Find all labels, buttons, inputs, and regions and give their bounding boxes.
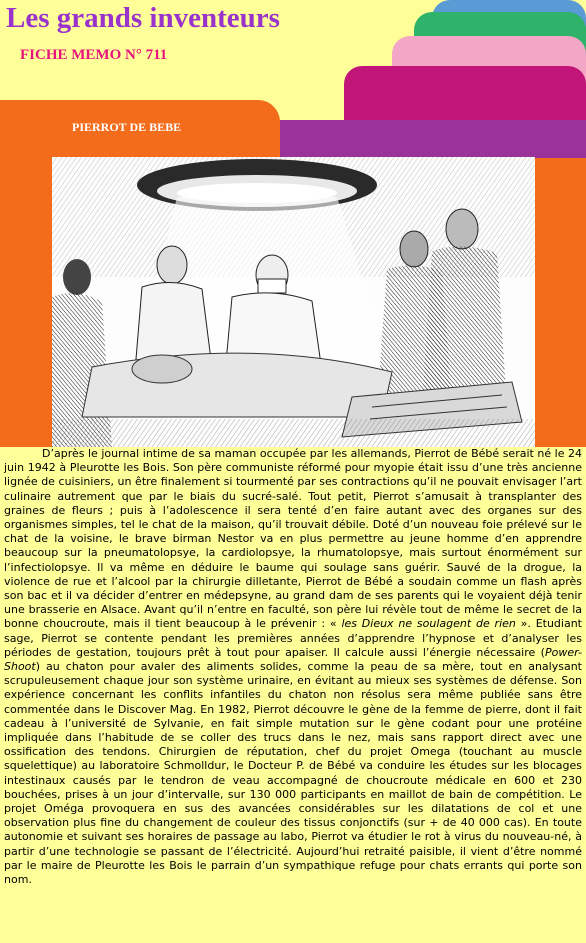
decor-band-purple	[270, 120, 586, 160]
memo-number: FICHE MEMO N° 711	[20, 47, 168, 63]
decor-tab-magenta	[344, 66, 586, 126]
surgery-engraving-image	[52, 157, 535, 447]
inventor-name: PIERROT DE BEBE	[72, 120, 182, 134]
article-part-1: D’après le journal intime de sa maman occupée par les allemands, Pierrot de Bébé serait né le 24 juin 1942 à Pleurotte les Bois. Son père communiste réformé pour myopie était issu d’une très ancienne lignée de cuisiniers, un être finalement si tourmenté par ses contractions qu’il ne pouvait envisager l’art culinaire autrement que par le biais du sucré-salé. Tout petit, Pierrot s’amusait à transplanter des graines de fleurs ; puis à l’adolescence il sera tenté d’en faire autant avec des organes sur des organismes simples, tel le chat de la maison, qu’il trouvait débile. Doté d’un nouveau foie prélevé sur le chat de la voisine, le brave birman Nestor va en plus permettre au jeune homme d’en apprendre beaucoup sur la pneumatolopsye, la cardiolopsye, la rhumatolopsye, mais surtout énormément sur l’infectiolopsye. Il va même en déduire le baume qui soulage sans guérir. Sauvé de la drogue, la violence de rue et l’alcool par la chirurgie dilletante, Pierrot de Bébé a soudain comme un flash après son bac et il va décider d’entrer en médepsyne, au grand dam de ses parents qui le voyaient déjà tenir une brasserie en Alsace. Avant qu’il n’entre en faculté, son père lui révèle tout de même le secret de la bonne choucroute, mais il tient beaucoup à le prévenir : «	[4, 447, 582, 631]
article-term: Power-Shoot	[4, 645, 582, 674]
article-part-3: ) au chaton pour avaler des aliments solides, comme la peau de sa mère, tout en analysant scrupuleusement chaque jour son système urinaire, en évitant au mieux ses systèmes de défense. Son expérience concernant les conflits infantiles du chaton non résolus sera même publiée sans être commentée dans le Discover Mag. En 1982, Pierrot découvre le gène de la femme de pierre, dont il fait cadeau à l’université de Sylvanie, en fait simple mutation sur le gène codant pour une protéine impliquée dans l’habitude de se coller des trucs dans le nez, mais sans rapport direct avec une ossification des tendons. Chirurgien de réputation, chef du projet Omega (touchant au muscle squelettique) au laboratoire Schmolldur, le Docteur P. de Bébé va conduire les études sur les blocages intestinaux causés par le tendron de veau accompagné de choucroute médicale en 600 et 230 bouchées, prises à un jour d’intervalle, sur 130 000 participants en maillot de bain de compétition. Le projet Oméga provoquera en sus des avancées considérables sur les dilatations de col et une observation plus fine du changement de couleur des tissus conjonctifs (sur + de 40 000 cas). En toute autonomie et suivant ses horaires de passage au labo, Pierrot va étudier le rot à virus du nouveau-né, à partir d’une technologie se passant de l’électricité. Aujourd’hui retraité paisible, il vient d’être nommé par le maire de Pleurotte les Bois le parrain d’un sympathique refuge pour chats errants qui porte son nom.	[4, 660, 582, 887]
illustration	[52, 157, 535, 447]
article-quote: les Dieux ne soulagent de rien	[341, 617, 516, 631]
article-text	[4, 447, 582, 887]
page-title: Les grands inventeurs	[6, 2, 280, 34]
article-part-2: ». Etudiant sage, Pierrot se contente pendant les premières années d’apprendre l’hypnose et d’analyser les périodes de gestation, toujours prêt à tout pour apaiser. Il calcule aussi l’énergie nécessaire (	[4, 617, 582, 659]
